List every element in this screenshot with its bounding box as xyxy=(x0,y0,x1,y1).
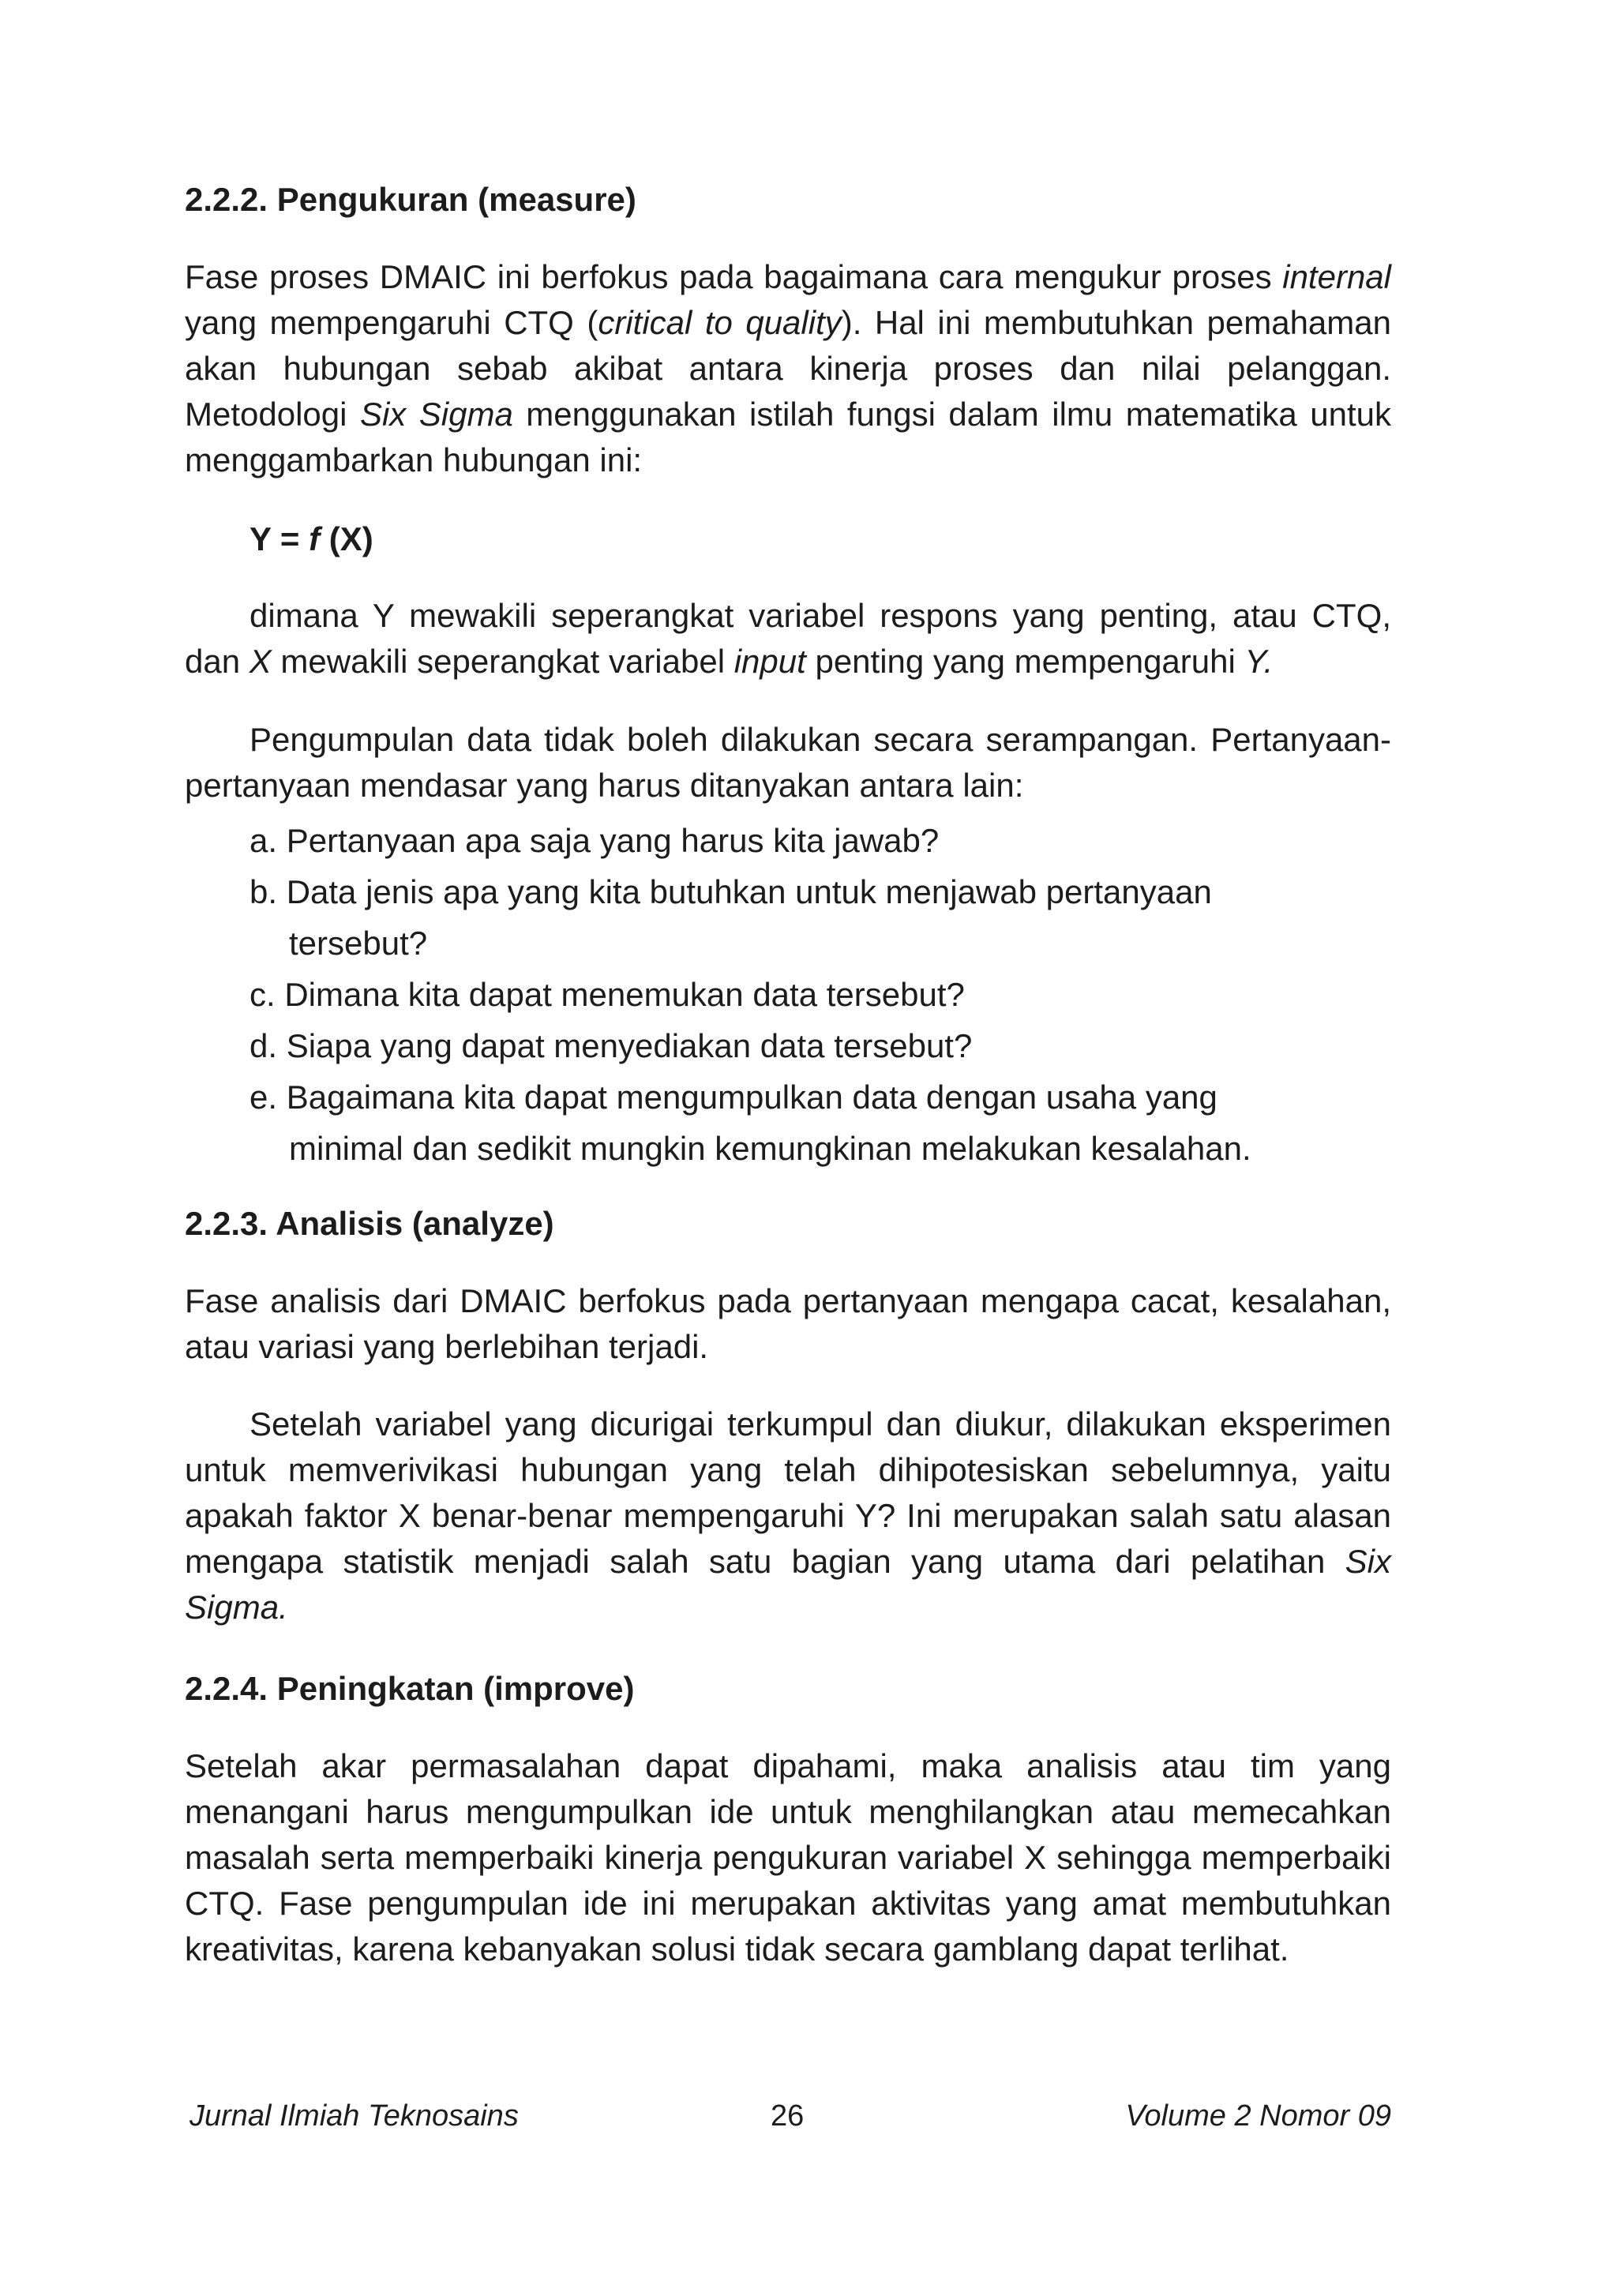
italic-term: Six Sigma. xyxy=(185,1543,1391,1626)
formula xyxy=(249,516,373,562)
analyze-experiment-paragraph: Setelah variabel yang dicurigai terkumpul dan diukur, dilakukan eksperimen untuk memverivikasi hubungan yang telah dihipotesiskan sebelumnya, yaitu apakah faktor X benar-benar mempengaruhi Y? Ini merupakan salah satu alasan mengapa statistik menjadi salah satu bagian yang utama dari pelatihan Six Sigma. xyxy=(185,1405,1391,1626)
formula-explanation-paragraph: dimana Y mewakili seperangkat variabel respons yang penting, atau CTQ, dan X mewakili seperangkat variabel input penting yang mempengaruhi Y. xyxy=(185,597,1391,680)
question-item-a: a. Pertanyaan apa saja yang harus kita jawab? xyxy=(249,822,940,859)
page-number: 26 xyxy=(771,2099,805,2133)
italic-term: internal xyxy=(1282,258,1391,295)
question-item-c: c. Dimana kita dapat menemukan data tersebut? xyxy=(249,976,965,1013)
section-heading-analyze: 2.2.3. Analisis (analyze) xyxy=(185,1205,554,1242)
formula-function: f xyxy=(309,520,321,557)
italic-term: Y. xyxy=(1244,643,1274,680)
question-list xyxy=(249,815,1276,1174)
italic-term: input xyxy=(733,643,806,680)
formula-x: (X) xyxy=(320,520,373,557)
question-item-d: d. Siapa yang dapat menyediakan data tersebut? xyxy=(249,1027,973,1064)
formula-y: Y = xyxy=(249,520,310,557)
italic-term: critical to quality xyxy=(598,304,842,341)
italic-term: Six Sigma xyxy=(359,396,513,433)
measure-intro-paragraph: Fase proses DMAIC ini berfokus pada bagaimana cara mengukur proses internal yang mempengaruhi CTQ (critical to quality). Hal ini membutuhkan pemahaman akan hubungan sebab akibat antara kinerja proses dan nilai pelanggan. Metodologi Six Sigma menggunakan istilah fungsi dalam ilmu matematika untuk menggambarkan hubungan ini: xyxy=(185,258,1392,478)
section-heading-improve: 2.2.4. Peningkatan (improve) xyxy=(185,1670,635,1707)
question-item-b: b. Data jenis apa yang kita butuhkan untuk menjawab pertanyaan tersebut? xyxy=(249,873,1212,962)
italic-term: X xyxy=(249,643,272,680)
section-heading-measure: 2.2.2. Pengukuran (measure) xyxy=(185,181,636,218)
question-item-e: e. Bagaimana kita dapat mengumpulkan data dengan usaha yang minimal dan sedikit mungkin kemungkinan melakukan kesalahan. xyxy=(249,1079,1251,1167)
improve-paragraph: Setelah akar permasalahan dapat dipahami, maka analisis atau tim yang menangani harus mengumpulkan ide untuk menghilangkan atau memecahkan masalah serta memperbaiki kinerja pengukuran variabel X sehingga memperbaiki CTQ. Fase pengumpulan ide ini merupakan aktivitas yang amat membutuhkan kreativitas, karena kebanyakan solusi tidak secara gamblang dapat terlihat. xyxy=(185,1747,1391,1968)
footer-volume: Volume 2 Nomor 09 xyxy=(1125,2099,1391,2133)
analyze-intro-paragraph: Fase analisis dari DMAIC berfokus pada pertanyaan mengapa cacat, kesalahan, atau variasi yang berlebihan terjadi. xyxy=(185,1282,1391,1365)
data-collection-paragraph: Pengumpulan data tidak boleh dilakukan secara serampangan. Pertanyaan-pertanyaan mendasar yang harus ditanyakan antara lain: xyxy=(185,721,1391,804)
footer-journal-name: Jurnal Ilmiah Teknosains xyxy=(189,2099,519,2133)
